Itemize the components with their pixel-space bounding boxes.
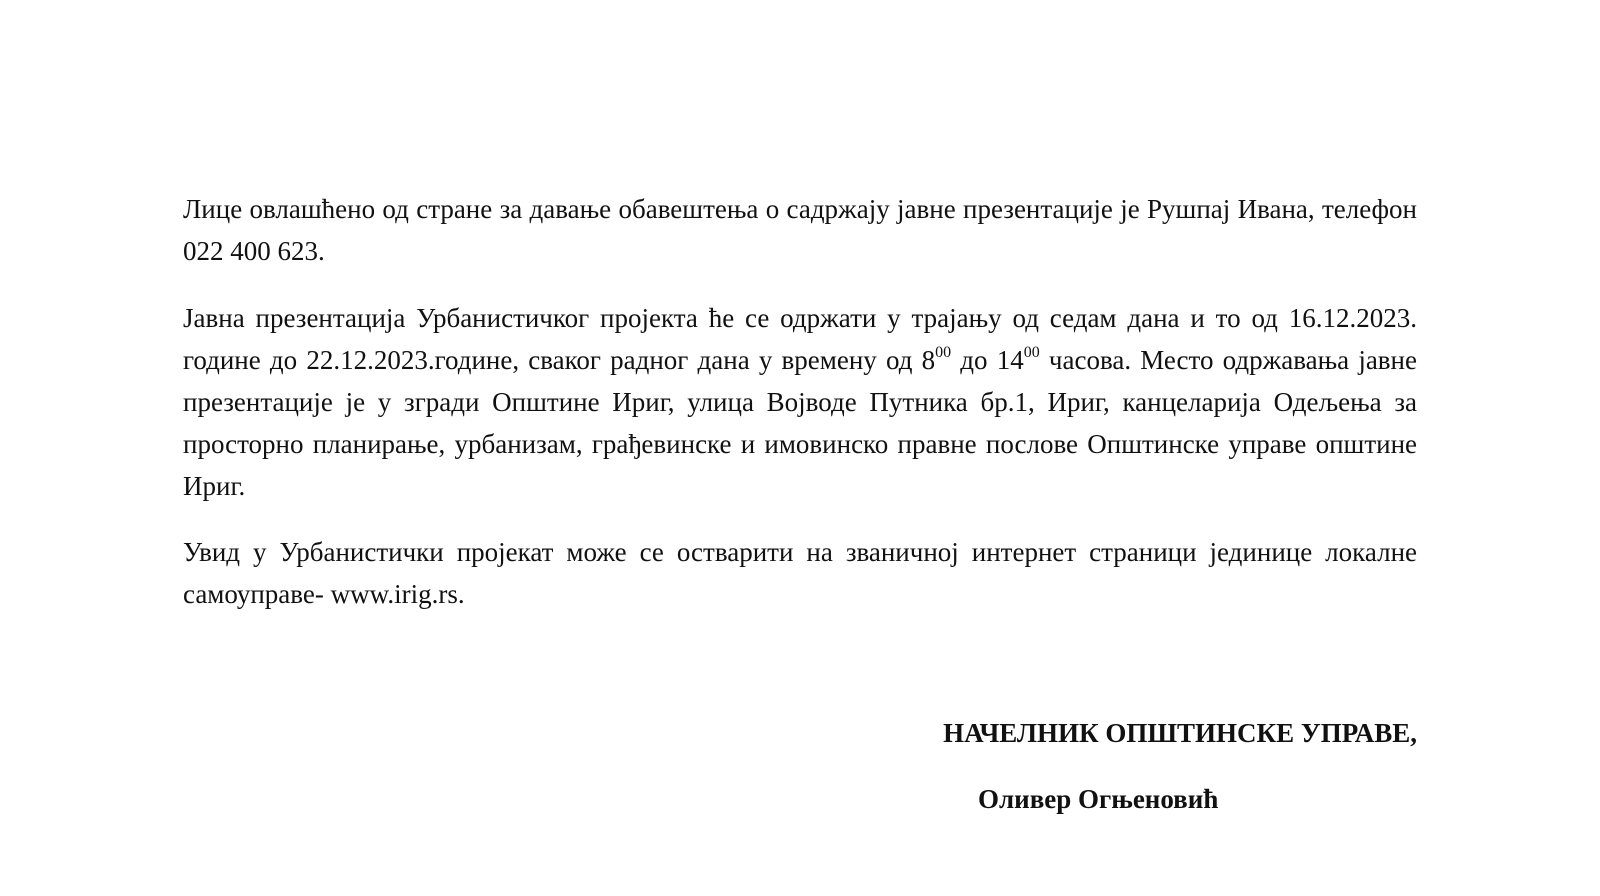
signature-name: Оливер Огњеновић xyxy=(978,784,1219,814)
signature-title: НАЧЕЛНИК ОПШТИНСКЕ УПРАВЕ, xyxy=(943,718,1417,748)
presentation-paragraph xyxy=(183,297,1417,507)
contact-paragraph: Лице овлашћено од стране за давање обавештења о садржају јавне презентације је Рушпај Ивана, телефон 022 400 623. xyxy=(183,194,1417,266)
start-time-superscript: 00 xyxy=(935,344,952,361)
presentation-text-part-3: часова. Место одржавања јавне презентације је у згради Општине Ириг, улица Војводе Путника бр.1, Ириг, канцеларија Одељења за просторно планирање, урбанизам, грађевинске и имовинско правне послове Општинске управе општине Ириг. xyxy=(183,345,1417,501)
end-time-superscript: 00 xyxy=(1023,344,1040,361)
presentation-text-part-1: Јавна презентација Урбанистичког пројекта ће се одржати у трајању од седам дана и то од 16.12.2023. године до 22.12.2023.године, сваког радног дана у времену од 8 xyxy=(183,303,1417,375)
access-paragraph: Увид у Урбанистички пројекат може се остварити на званичној интернет страници јединице локалне самоуправе- www.irig.rs. xyxy=(183,537,1417,609)
presentation-text-part-2: до 14 xyxy=(951,345,1024,375)
